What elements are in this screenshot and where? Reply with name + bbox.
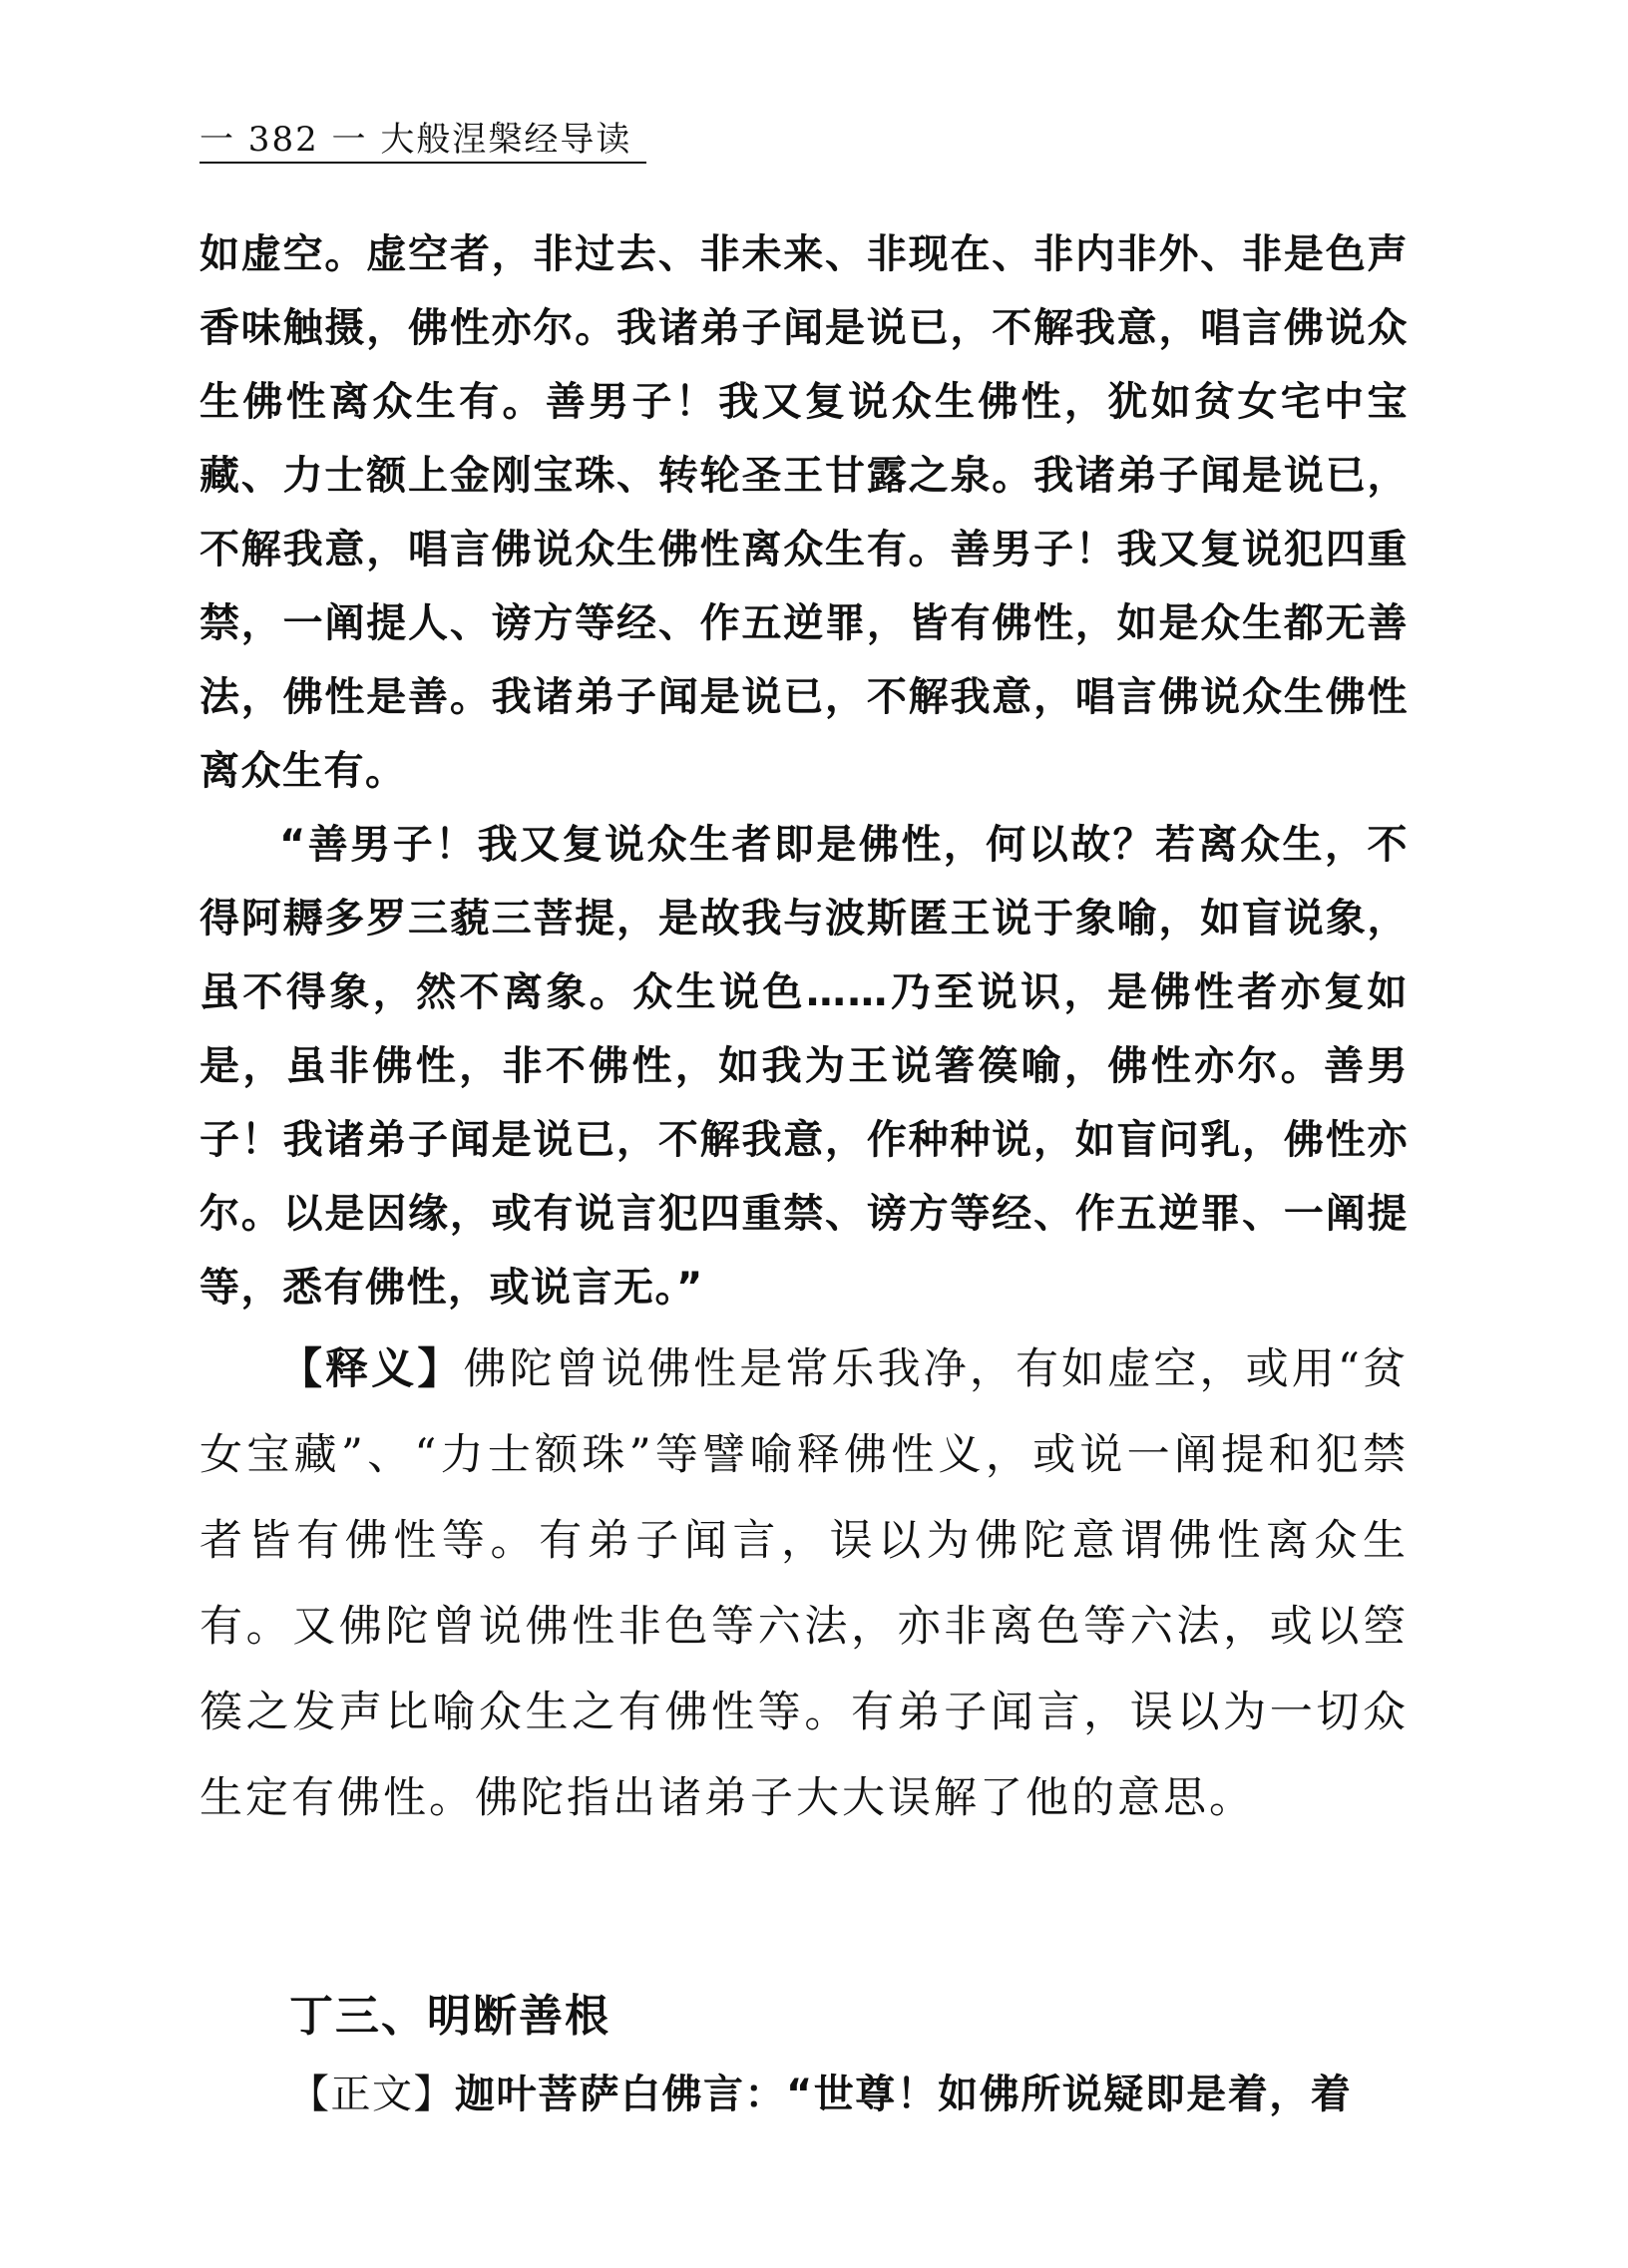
section-heading: 丁三、明断善根 xyxy=(289,1991,610,2042)
sutra-paragraph-1: 如虚空。虚空者，非过去、非未来、非现在、非内非外、非是色声香味触摄，佛性亦尔。我诸弟子闻是说已，不解我意，唱言佛说众生佛性离众生有。善男子！我又复说众生佛性，犹如贫女宅中宝藏、力士额上金刚宝珠、转轮圣王甘露之泉。我诸弟子闻是说已，不解我意，唱言佛说众生佛性离众生有。善男子！我又复说犯四重禁，一阐提人、谤方等经、作五逆罪，皆有佛性，如是众生都无善法，佛性是善。我诸弟子闻是说已，不解我意，唱言佛说众生佛性离众生有。 xyxy=(200,231,1409,794)
commentary-text: 佛陀曾说佛性是常乐我净，有如虚空，或用“贫女宝藏”、“力士额珠”等譬喻释佛性义，或说一阐提和犯禁者皆有佛性等。有弟子闻言，误以为佛陀意谓佛性离众生有。又佛陀曾说佛性非色等六法，亦非离色等六法，或以箜篌之发声比喻众生之有佛性等。有弟子闻言，误以为一切众生定有佛性。佛陀指出诸弟子大大误解了他的意思。 xyxy=(200,1344,1410,1823)
main-text-line: 迦叶菩萨白佛言：“世尊！如佛所说疑即是着，着 xyxy=(455,2072,1353,2117)
main-text-label: 【正文】 xyxy=(289,2072,455,2117)
main-text-continuation xyxy=(289,2063,1409,2119)
commentary-paragraph xyxy=(200,1326,1409,1841)
main-text-block xyxy=(200,217,1409,1841)
commentary-label: 【释义】 xyxy=(279,1344,464,1394)
running-header: 一 382 一 大般涅槃经导读 xyxy=(200,120,632,160)
sutra-paragraph-2: “善男子！我又复说众生者即是佛性，何以故？若离众生，不得阿耨多罗三藐三菩提，是故我与波斯匿王说于象喻，如盲说象，虽不得象，然不离象。众生说色……乃至说识，是佛性者亦复如是，虽非佛性，非不佛性，如我为王说箸篌喻，佛性亦尔。善男子！我诸弟子闻是说已，不解我意，作种种说，如盲问乳，佛性亦尔。以是因缘，或有说言犯四重禁、谤方等经、作五逆罪、一阐提等，悉有佛性，或说言无。” xyxy=(200,822,1409,1311)
header-underline xyxy=(200,162,646,164)
